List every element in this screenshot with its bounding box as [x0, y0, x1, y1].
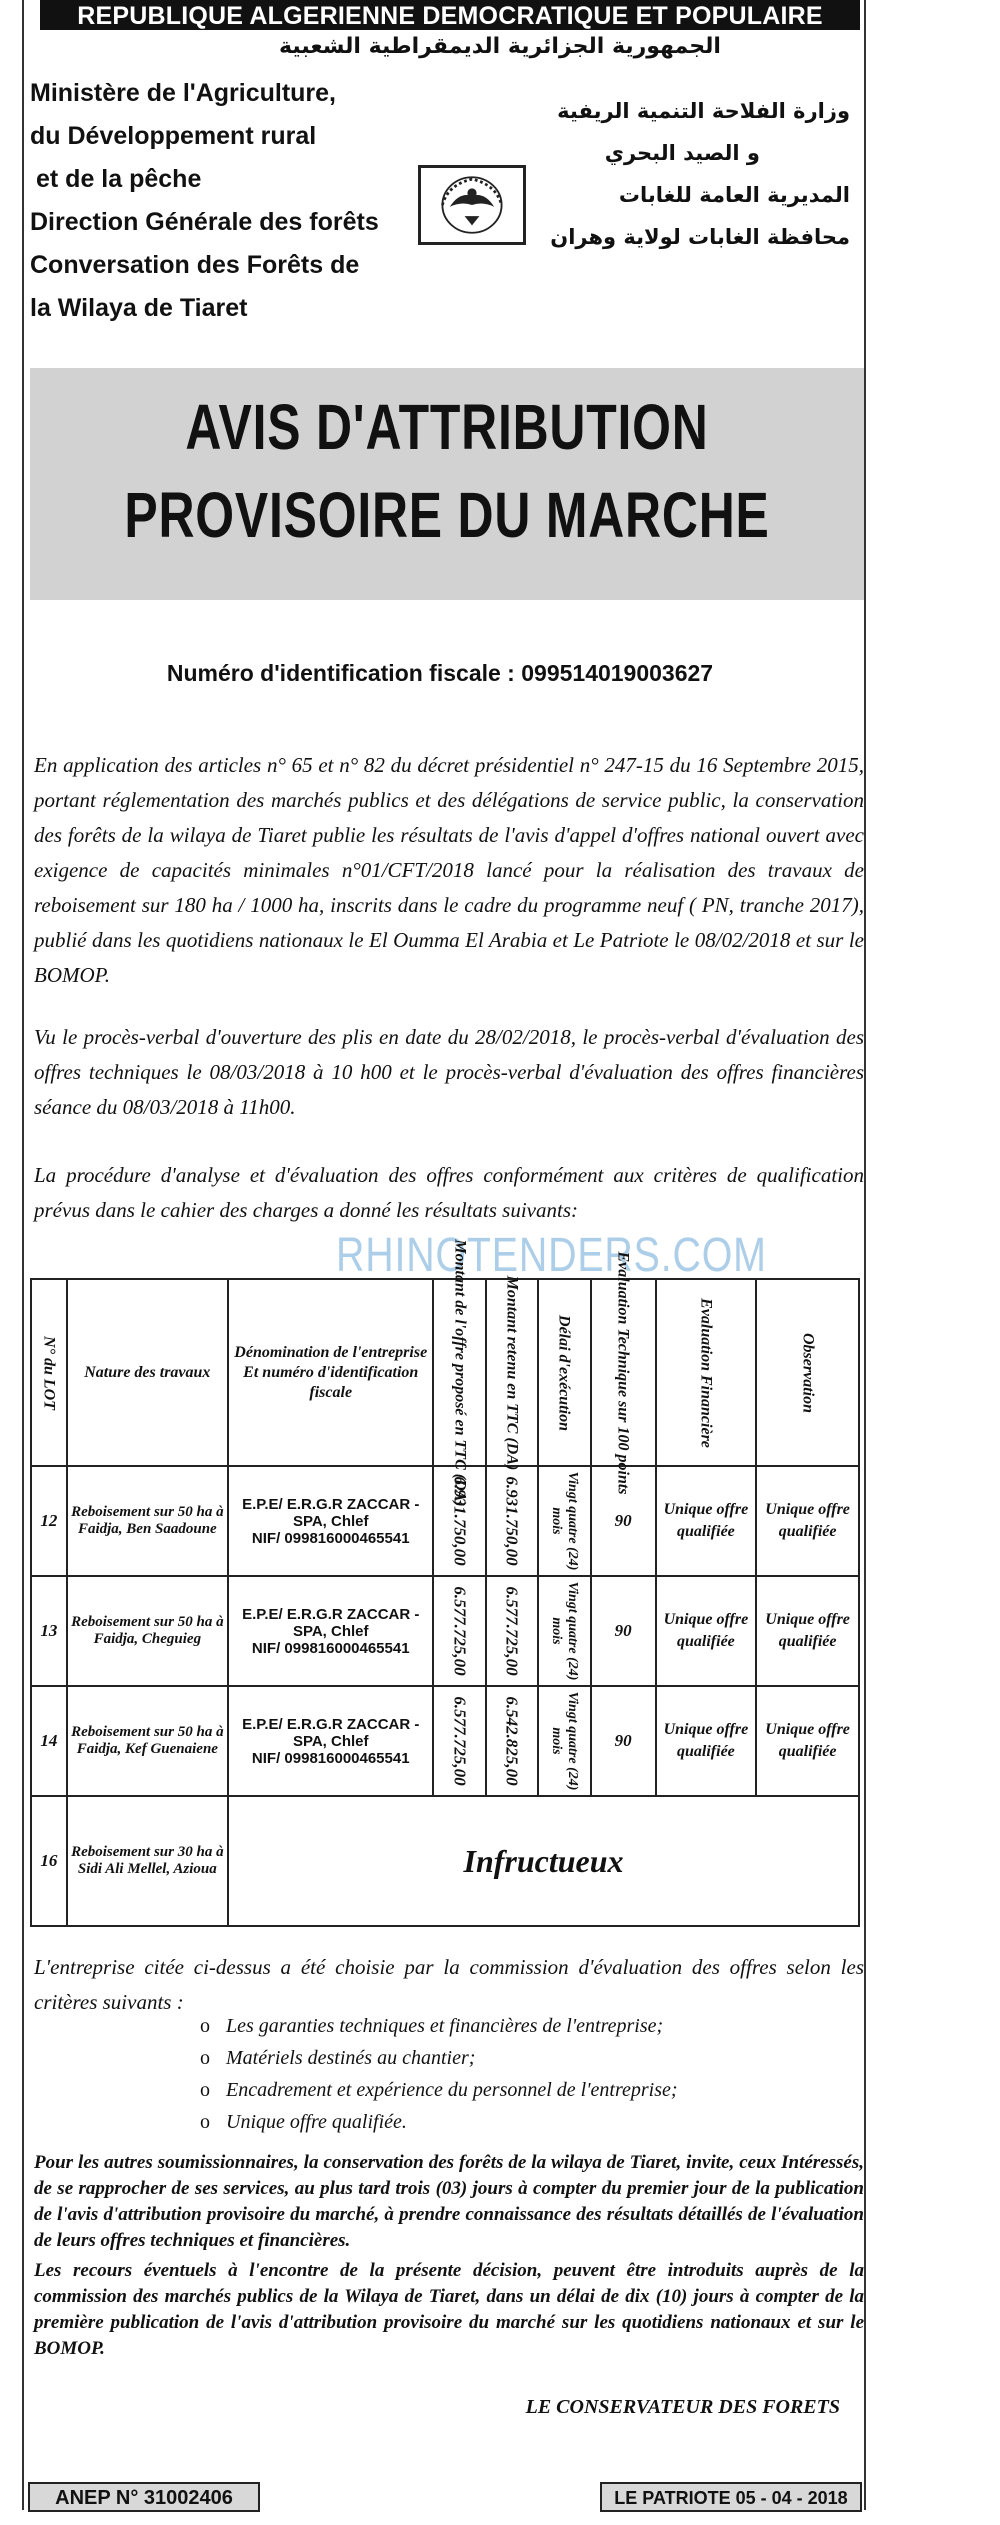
list-item: o Encadrement et expérience du personnel de l'entreprise;	[200, 2074, 678, 2106]
cell-eval-tech: 90	[591, 1576, 656, 1686]
table-row-infructueux	[31, 1796, 859, 1926]
list-item: o Matériels destinés au chantier;	[200, 2042, 678, 2074]
cell-infructueux: Infructueux	[228, 1796, 859, 1926]
cell-montant-retenu: 6.542.825,00	[486, 1686, 538, 1796]
cell-observation: Unique offre qualifiée	[756, 1466, 859, 1576]
header-eval-fin: Evaluation Financière	[656, 1279, 757, 1466]
title-line-2: PROVISOIRE DU MARCHE	[124, 479, 770, 551]
ministry-ar-line: محافظة الغابات لولاية وهران	[550, 225, 850, 249]
signature: LE CONSERVATEUR DES FORETS	[525, 2396, 840, 2418]
ministry-line: Conversation des Forêts de	[30, 251, 360, 279]
cell-delai: Vingt quatre (24) mois	[538, 1466, 590, 1576]
cell-montant-offre: 6.577.725,00	[433, 1576, 485, 1686]
cell-nature: Reboisement sur 50 ha à Faidja, Cheguieg	[67, 1576, 228, 1686]
cell-montant-retenu: 6.577.725,00	[486, 1576, 538, 1686]
cell-observation: Unique offre qualifiée	[756, 1576, 859, 1686]
header-montant-retenu: Montant retenu en TTC (DA)	[486, 1279, 538, 1466]
cell-nature: Reboisement sur 50 ha à Faidja, Ben Saadoune	[67, 1466, 228, 1576]
table-header-row	[31, 1279, 859, 1466]
cell-entreprise: E.P.E/ E.R.G.R ZACCAR - SPA, Chlef NIF/ 099816000465541	[228, 1686, 433, 1796]
paragraph-criteres-intro: L'entreprise citée ci-dessus a été choisie par la commission d'évaluation des offres selon les critères suivants :	[34, 1955, 864, 2014]
cell-nature: Reboisement sur 30 ha à Sidi Ali Mellel, Azioua	[67, 1796, 228, 1926]
table-row	[31, 1686, 859, 1796]
watermark: RHINOTENDERS.COM	[336, 1229, 767, 1282]
fiscal-id: Numéro d'identification fiscale : 099514019003627	[166, 660, 714, 686]
cell-nature: Reboisement sur 50 ha à Faidja, Kef Guenaiene	[67, 1686, 228, 1796]
header-eval-tech: Evaluation Technique sur 100 points	[591, 1279, 656, 1466]
ministry-ar-line: المديرية العامة للغابات	[618, 183, 850, 207]
cell-lot: 16	[31, 1796, 67, 1926]
cell-entreprise: E.P.E/ E.R.G.R ZACCAR - SPA, Chlef NIF/ 099816000465541	[228, 1466, 433, 1576]
ministry-ar-line: و الصيد البحري	[604, 141, 760, 165]
cell-delai: Vingt quatre (24) mois	[538, 1576, 590, 1686]
header-delai: Délai d'exécution	[538, 1279, 590, 1466]
republic-arabic: الجمهورية الجزائرية الديمقراطية الشعبية	[279, 34, 721, 59]
cell-montant-retenu: 6.931.750,00	[486, 1466, 538, 1576]
header-lot: N° du LOT	[31, 1279, 67, 1466]
newspaper-date: LE PATRIOTE 05 - 04 - 2018	[600, 2482, 862, 2512]
ministry-french	[30, 72, 390, 330]
title-banner	[30, 368, 864, 600]
republic-banner: REPUBLIQUE ALGERIENNE DEMOCRATIQUE ET POPULAIRE	[40, 0, 860, 30]
header-montant-offre: Montant de l'offre proposé en TTC (DA)	[433, 1279, 485, 1466]
cell-eval-fin: Unique offre qualifiée	[656, 1576, 757, 1686]
header-denomination: Dénomination de l'entreprise Et numéro d'identification fiscale	[228, 1279, 433, 1466]
cell-montant-offre: 6.577.725,00	[433, 1686, 485, 1796]
ministry-line: la Wilaya de Tiaret	[30, 294, 248, 322]
ministry-line: du Développement rural	[30, 122, 317, 150]
title-line-1: AVIS D'ATTRIBUTION	[185, 391, 709, 463]
paragraph-application: En application des articles n° 65 et n° 82 du décret présidentiel n° 247-15 du 16 Septembre 2015, portant réglementation des marchés publics et des délégations de service public, la conservation des forêts de la wilaya de Tiaret publie les résultats de l'avis d'appel d'offres national ouvert avec exigence de capacités minimales n°01/CFT/2018 lancé pour la réalisation des travaux de reboisement sur 180 ha / 1000 ha, inscrits dans le cadre du programme neuf ( PN, tranche 2017), publié dans les quotidiens nationaux le El Oumma El Arabia et Le Patriote le 08/02/2018 et sur le BOMOP.	[34, 753, 864, 987]
paragraph-procedure: La procédure d'analyse et d'évaluation des offres conformément aux critères de qualification prévus dans le cahier des charges a donné les résultats suivants:	[34, 1163, 864, 1222]
cell-eval-tech: 90	[591, 1686, 656, 1796]
cell-lot: 12	[31, 1466, 67, 1576]
header-nature: Nature des travaux	[67, 1279, 228, 1466]
ministry-line: Ministère de l'Agriculture,	[30, 79, 337, 107]
header-observation: Observation	[756, 1279, 859, 1466]
ministry-ar-line: وزارة الفلاحة التنمية الريفية	[557, 99, 850, 123]
cell-lot: 14	[31, 1686, 67, 1796]
forest-emblem-icon	[418, 165, 526, 245]
anep-number: ANEP N° 31002406	[28, 2482, 260, 2512]
ministry-line: et de la pêche	[36, 165, 202, 193]
table-row	[31, 1576, 859, 1686]
table-row	[31, 1466, 859, 1576]
paragraph-proces-verbal: Vu le procès-verbal d'ouverture des plis en date du 28/02/2018, le procès-verbal d'évaluation des offres techniques le 08/03/2018 à 10 h00 et le procès-verbal d'évaluation des offres financières séance du 08/03/2018 à 11h00.	[34, 1025, 864, 1119]
cell-delai: Vingt quatre (24) mois	[538, 1686, 590, 1796]
ministry-line: Direction Générale des forêts	[30, 208, 379, 236]
list-item: o Unique offre qualifiée.	[200, 2106, 678, 2138]
cell-eval-fin: Unique offre qualifiée	[656, 1686, 757, 1796]
cell-eval-tech: 90	[591, 1466, 656, 1576]
cell-montant-offre: 6.931.750,00	[433, 1466, 485, 1576]
paragraph-soumissionnaires: Pour les autres soumissionnaires, la conservation des forêts de la wilaya de Tiaret, invite, ceux Intéressés, de se rapprocher de ses services, au plus tard trois (03) jours à compter du premier jour de la publication de l'avis d'attribution provisoire du marché, à prendre connaissance des résultats détaillés de l'évaluation de leurs offres techniques et financières.	[34, 2152, 864, 2251]
cell-eval-fin: Unique offre qualifiée	[656, 1466, 757, 1576]
paragraph-recours: Les recours éventuels à l'encontre de la présente décision, peuvent être introduits auprès de la commission des marchés publics de la Wilaya de Tiaret, dans un délai de dix (10) jours à compter de la première publication de l'avis d'attribution provisoire du marché sur les quotidiens nationaux et sur le BOMOP.	[34, 2260, 864, 2359]
ministry-arabic	[520, 90, 850, 258]
cell-observation: Unique offre qualifiée	[756, 1686, 859, 1796]
list-item: o Les garanties techniques et financières de l'entreprise;	[200, 2010, 678, 2042]
criteria-list	[200, 2010, 678, 2138]
cell-lot: 13	[31, 1576, 67, 1686]
cell-entreprise: E.P.E/ E.R.G.R ZACCAR - SPA, Chlef NIF/ 099816000465541	[228, 1576, 433, 1686]
